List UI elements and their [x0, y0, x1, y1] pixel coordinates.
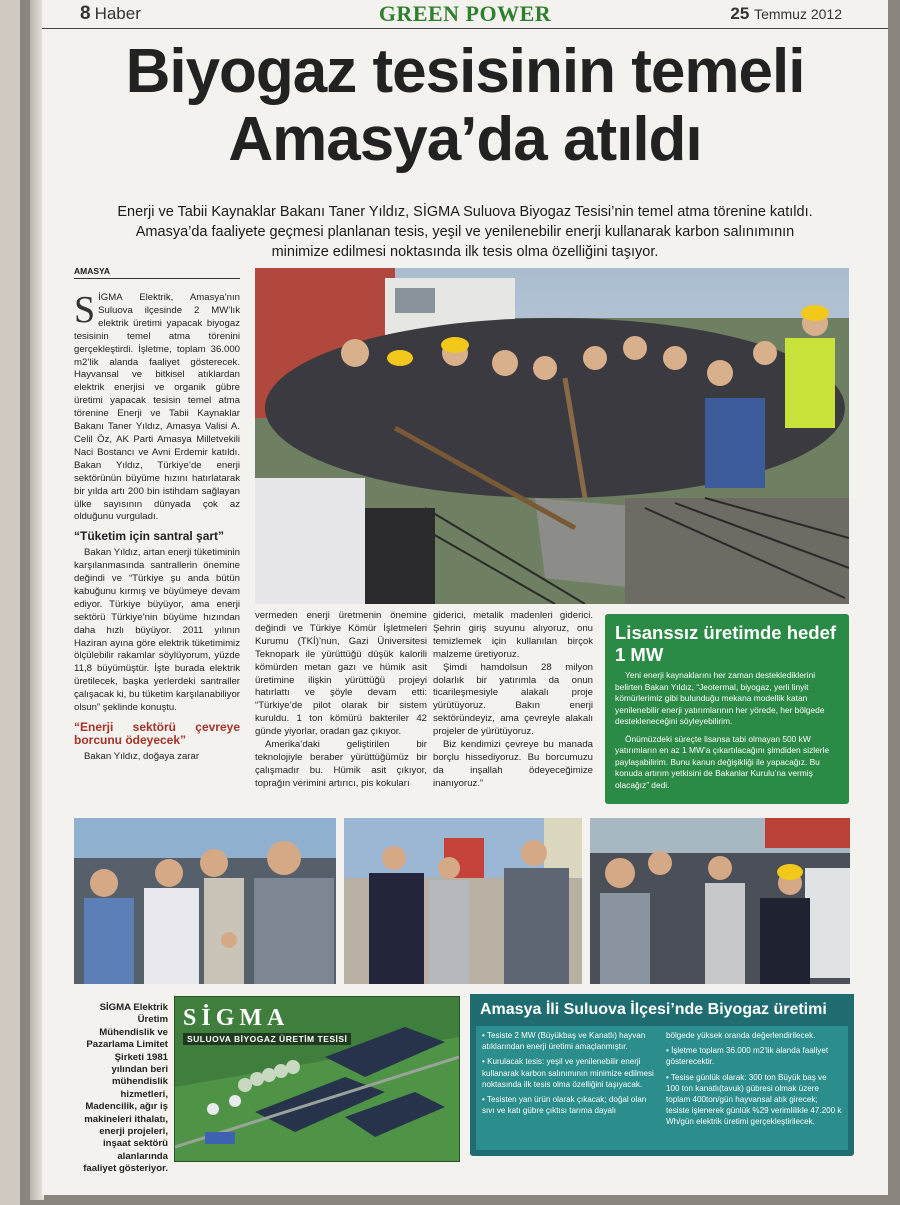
paragraph: Biz kendimizi çevreye bu manada borçlu hissediyoruz. Bu borcumuzu da inşallah ödeyeceğimize inanıyoruz.” — [433, 739, 593, 789]
ad-tagline: SULUOVA BİYOGAZ ÜRETİM TESİSİ — [183, 1033, 351, 1045]
ad-logo: SİGMA — [183, 1005, 290, 1031]
issue-date: 25 Temmuz 2012 — [730, 4, 842, 23]
article-column-3 — [433, 610, 593, 791]
paragraph: Amerika’daki geliştirilen bir teknolojiyle beraber yürüttüğümüz bir çalışmadır bu. Hümik asit çıkıyor, toprağın verimini artırıcı, pis kokuları — [255, 739, 427, 789]
headline — [42, 38, 888, 174]
headline-line-1: Biyogaz tesisinin temeli — [125, 37, 805, 106]
bullet: bölgede yüksek oranda değerlendirilecek. — [666, 1031, 816, 1040]
newspaper-page — [42, 0, 888, 1195]
paragraph: İGMA Elektrik, Amasya’nın Suluova ilçesinde 2 MW’lık elektrik üretimi yapacak biyogaz tesisinin temel atma törenini gerçekleştirdi. İşletme, toplam 36.000 m2’lik alanda faaliyet gösterecek. Hayvansal ve bitkisel atıklardan elektrik enerjisi ve organik gübre üretimi yapacak tesisin temel atma törenine Enerji ve Tabii Kaynaklar Bakanı Taner Yıldız, Amasya Valisi A. Celil Öz, AK Parti Amasya Milletvekili Naci Bostancı ve Avni Erdemir katıldı. Bakan Yıldız, Türkiye’de enerji sektörünün büyüme hızını hatırlatarak bir yılda artı 200 bin istihdam sağlayan ülke sayısının dünyada çok az olduğunu vurguladı. — [74, 292, 240, 523]
crowd-photo — [590, 818, 850, 984]
facility-rendering — [174, 996, 460, 1162]
sidebar-title: Lisanssız üretimde hedef 1 MW — [615, 622, 837, 665]
paragraph: Şimdi hamdolsun 28 milyon dolarlık bir yatırımla da onun ticarileşmesiyle alakalı proje yürütüyoruz. Bakın enerji sektöründeyiz, ama çevreyle alakalı projeler de yürütüyoruz. — [433, 661, 593, 738]
info-box-title: Amasya İli Suluova İlçesi’nde Biyogaz üretimi — [470, 994, 854, 1026]
location-tag: AMASYA — [74, 266, 240, 279]
subheading-energy-sector: “Enerji sektörü çevreye borcunu ödeyecek” — [74, 720, 240, 747]
sidebar-paragraph: Önümüzdeki süreçte lisansa tabi olmayan 500 kW yatırımların en az 1 MW’a çıkartılacağını şimdiden sizlerle paylaşabilirim. Bunu kanun değişikliği ile yapacağız. Bu konuda artırım yetkisini de Bakanlar Kurulu’na vermiş olacağız” dedi. — [615, 733, 830, 790]
minister-handshake-photo — [74, 818, 336, 984]
ceremony-photo — [255, 268, 849, 604]
page-number: 8 Haber — [80, 3, 141, 24]
subheading-consumption: “Tüketim için santral şart” — [74, 529, 225, 544]
article-deck: Enerji ve Tabii Kaynaklar Bakanı Taner Yıldız, SİGMA Suluova Biyogaz Tesisi’nin temel atma törenine katıldı. Amasya’da faaliyete geçmesi planlanan tesis, yeşil ve yenilenebilir enerji kullanarak karbon salınımının minimize edilmesi noktasında ilk tesis olma özelliğini taşıyor. — [117, 204, 813, 260]
paragraph: giderici, metalik madenleri giderici. Şehrin giriş suyunu alıyoruz, onu temizlemek için kullanılan birçok malzeme üretiyoruz. — [433, 610, 593, 660]
info-box-body — [476, 1026, 848, 1150]
article-column-2 — [255, 610, 427, 791]
publication-logo: GREEN POWER — [378, 1, 552, 26]
section-name: Haber — [94, 4, 141, 23]
company-blurb: SİGMA Elektrik Üretim Mühendislik ve Pazarlama Limitet Şirketi 1981 yılından beri mühendislik hizmetleri, Madencilik, ağır iş makineleri ithalatı, enerji projeleri, inşaat sektörü alanlarında faaliyet gösteriyor. — [83, 1002, 168, 1175]
paragraph: Bakan Yıldız, doğaya zarar — [84, 750, 200, 762]
article-column-1 — [74, 289, 240, 764]
bullet: • Kurulacak tesis: yeşil ve yenilenebilir enerji kullanarak karbon salınımının minimize edilmesi noktasında ilk tesis olma özelliğini taşıyacak. — [482, 1057, 654, 1089]
drop-cap: S — [74, 289, 96, 331]
bullet: • İşletme toplam 36.000 m2’lik alanda faaliyet gösterecektir. — [666, 1046, 829, 1067]
page-header — [42, 0, 888, 29]
info-box — [470, 994, 854, 1156]
paragraph: vermeden enerji üretmenin önemine değindi ve Türkiye Kömür İşletmeleri Kurumu (TKİ)’nun, Gazi Üniversitesi Teknopark ile yürüttüğü düşük kalorili kömürden metan gazı ve hümik asit üretimine ilişkin yürüttüğü projeyi hatırlattı ve şöyle devam etti: “Türkiye’de pilot olarak bir sistem kuruldu. 1 ton kömürü bakteriler 42 günde yiyorlar, oradan gaz çıkıyor. — [255, 610, 427, 738]
info-box-column-1 — [482, 1030, 658, 1120]
headline-line-2: Amasya’da atıldı — [228, 105, 702, 174]
bullet: • Tesise günlük olarak: 300 ton Büyük baş ve 100 ton kanatlı(tavuk) gübresi olmak üzere toplam 400ton/gün hayvansal atık girecek; tesiste işlenerek günlük %29 verimlilikle 47.200 k Wh/gün elektrik üretimi gerçekleştirilecek. — [666, 1072, 842, 1127]
info-box-column-2 — [666, 1030, 842, 1132]
bullet: • Tesiste 2 MW (Büyükbaş ve Kanatlı) hayvan atıklarından enerji üretimi amaçlanmıştır. — [482, 1031, 646, 1052]
sidebar-box — [605, 614, 849, 804]
officials-photo — [344, 818, 582, 984]
sidebar-paragraph: Yeni enerji kaynaklarını her zaman desteklediklerini belirten Bakan Yıldız, “Jeotermal, biyogaz, yerli linyit kömürlerimiz gibi bulunduğu mekana modellik katan yenilenebilir enerji yatırımlarının her yörede, her bölgede destekleneceğini söyleyebilirim. — [615, 670, 825, 726]
paragraph: Bakan Yıldız, artan enerji tüketiminin karşılanmasında santrallerin önemine değindi ve “Türkiye şu anda bütün kabuğunu kırmış ve büyümeye devam ediyor. Türkiye büyüyor, ama enerji sektörü Türkiye’nin büyüme hızından daha hızlı büyüyor. 2011 yılının Haziran ayına göre elektrik tüketimimiz ölçülebilir rakamlar söylüyorum, yüzde 11,8 büyümüştür. İşte burada elektrik üretilecek, başka yerlerdeki santraller çalışacak ki, bu tüketim karşılanabiliyor olsun” şeklinde konuştu. — [74, 547, 240, 714]
bullet: • Tesisten yan ürün olarak çıkacak; doğal olan sıvı ve katı gübre çıktısı tarıma dayalı — [482, 1095, 647, 1116]
